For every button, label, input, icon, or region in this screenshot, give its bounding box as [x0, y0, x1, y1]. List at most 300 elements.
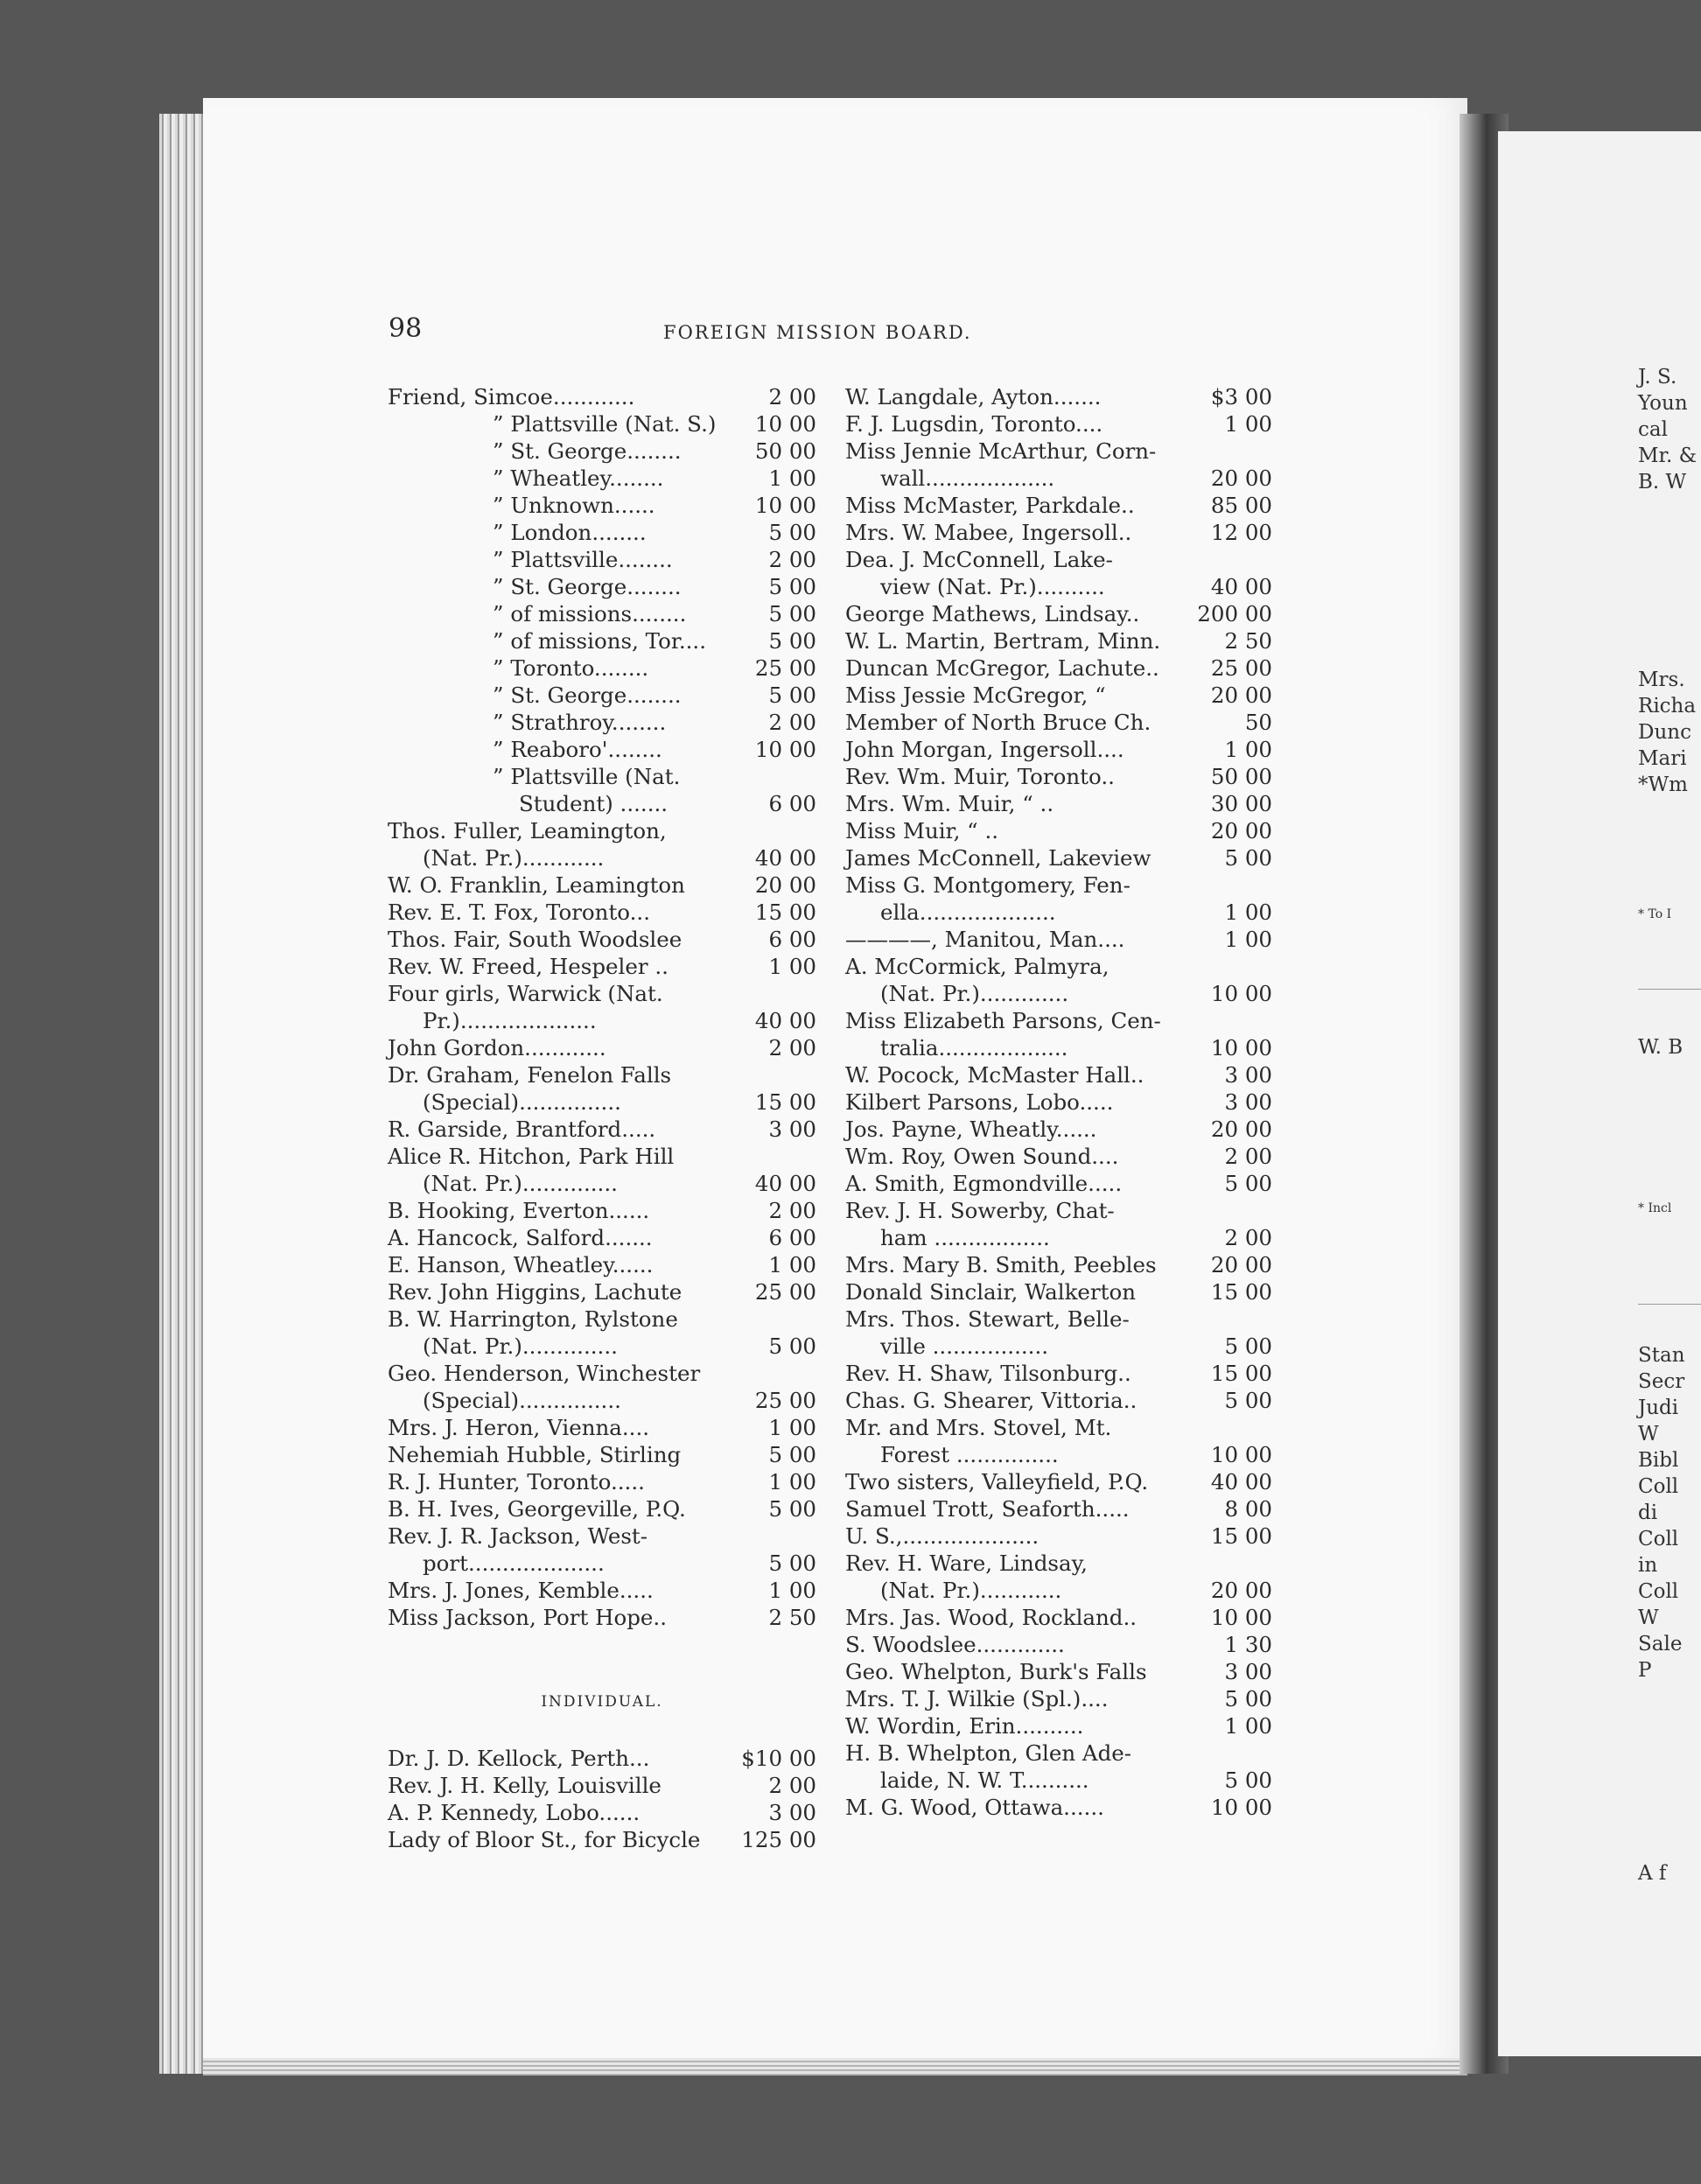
facing-page-fragment: * To I — [1638, 907, 1672, 921]
entry-amount: 10 00 — [754, 493, 816, 518]
ledger-entry — [388, 1745, 816, 1772]
ledger-entry — [845, 709, 1272, 736]
entry-name-line: Rev. J. H. Kelly, Louisville — [388, 1773, 662, 1798]
entry-name-line: George Mathews, Lindsay.. — [845, 601, 1140, 626]
ledger-entry — [845, 654, 1272, 682]
entry-amount: 20 00 — [1210, 466, 1272, 491]
entry-name-line: Mrs. Jas. Wood, Rockland.. — [845, 1605, 1138, 1630]
entry-amount: 2 00 — [768, 1035, 816, 1060]
entry-name-line: Dr. J. D. Kellock, Perth... — [388, 1746, 650, 1771]
ledger-entry — [845, 1116, 1272, 1143]
entry-name-line: Geo. Whelpton, Burk's Falls — [845, 1659, 1147, 1684]
ledger-entry — [845, 438, 1272, 492]
ledger-entry — [388, 627, 816, 654]
ledger-entry — [388, 1143, 816, 1197]
entry-name-line: W. L. Martin, Bertram, Minn. — [845, 628, 1161, 654]
entry-name-line: Mrs. T. J. Wilkie (Spl.).... — [845, 1686, 1109, 1712]
entry-amount: 5 00 — [768, 1334, 816, 1359]
ledger-entry — [388, 546, 816, 573]
entry-name-line: Rev. J. H. Sowerby, Chat- — [845, 1198, 1115, 1223]
ledger-entry — [388, 736, 816, 763]
page-number: 98 — [388, 313, 423, 344]
entry-name-line: ” Reaboro'........ — [493, 737, 662, 762]
entry-name-line: ” Wheatley........ — [493, 466, 664, 491]
entry-name-line: Friend, Simcoe............ — [388, 384, 635, 410]
entry-amount: 5 00 — [1224, 1334, 1272, 1359]
entry-name-line: Nehemiah Hubble, Stirling — [388, 1442, 682, 1467]
entry-amount: 2 00 — [768, 1198, 816, 1223]
ledger-entry — [388, 709, 816, 736]
entry-name-line: W. Pocock, McMaster Hall.. — [845, 1062, 1144, 1088]
entry-name-line: Miss Jessie McGregor, “ — [845, 682, 1106, 708]
ledger-entry — [388, 1034, 816, 1061]
entry-amount: 1 00 — [1224, 927, 1272, 952]
entry-amount: 40 00 — [754, 845, 816, 871]
entry-amount: 5 00 — [768, 682, 816, 708]
entry-name-line: R. J. Hunter, Toronto..... — [388, 1469, 645, 1494]
entry-name-line: ————, Manitou, Man.... — [845, 927, 1125, 952]
entry-amount: 5 00 — [768, 1550, 816, 1576]
entry-name-line: port.................... — [423, 1550, 605, 1576]
entry-amount: 10 00 — [1210, 1795, 1272, 1820]
ledger-entry — [845, 546, 1272, 600]
ledger-entry — [388, 980, 816, 1034]
entry-name-line: A. McCormick, Palmyra, — [845, 954, 1110, 979]
entry-amount: 15 00 — [754, 1089, 816, 1115]
entry-name-line: Rev. John Higgins, Lachute — [388, 1279, 682, 1305]
ledger-entry — [388, 1278, 816, 1306]
running-head: FOREIGN MISSION BOARD. — [663, 322, 972, 343]
entry-name-line: Rev. E. T. Fox, Toronto... — [388, 900, 650, 925]
entry-name-line: Mrs. Thos. Stewart, Belle- — [845, 1306, 1130, 1332]
ledger-entry — [845, 1278, 1272, 1306]
ledger-entry — [388, 763, 816, 817]
entry-amount: 20 00 — [1210, 1252, 1272, 1278]
entry-amount: 15 00 — [1210, 1523, 1272, 1549]
entry-name-line: Miss Jennie McArthur, Corn- — [845, 438, 1157, 464]
entry-name-line: Miss G. Montgomery, Fen- — [845, 872, 1130, 898]
entry-amount: 2 00 — [768, 547, 816, 572]
entry-amount: 2 00 — [1224, 1225, 1272, 1250]
entry-name-line: ” of missions, Tor.... — [493, 628, 707, 654]
ledger-entry — [388, 492, 816, 519]
entry-name-line: Wm. Roy, Owen Sound.... — [845, 1144, 1119, 1169]
entry-name-line: Mrs. Wm. Muir, “ .. — [845, 791, 1054, 816]
entry-name-line: ville ................. — [880, 1334, 1049, 1359]
entry-name-line: U. S.,.................... — [845, 1523, 1040, 1549]
entry-amount: 40 00 — [754, 1008, 816, 1033]
ledger-entry — [388, 1826, 816, 1853]
entry-amount: 5 00 — [1224, 1388, 1272, 1413]
facing-page-rule — [1638, 989, 1701, 990]
entry-amount: 1 30 — [1224, 1632, 1272, 1657]
entry-name-line: ” Strathroy........ — [493, 710, 667, 735]
ledger-entry — [845, 1007, 1272, 1061]
entry-name-line: (Nat. Pr.).............. — [423, 1334, 618, 1359]
entry-name-line: Donald Sinclair, Walkerton — [845, 1279, 1137, 1305]
column-right — [845, 383, 1272, 1821]
ledger-entry — [845, 1712, 1272, 1740]
ledger-entry — [845, 1658, 1272, 1685]
ledger-entry — [845, 1251, 1272, 1278]
ledger-entry — [388, 1224, 816, 1251]
entry-name-line: Member of North Bruce Ch. — [845, 710, 1152, 735]
ledger-entry — [845, 736, 1272, 763]
ledger-entry — [845, 1360, 1272, 1387]
entry-name-line: Student) ....... — [519, 791, 668, 816]
section-heading: INDIVIDUAL. — [541, 1693, 663, 1711]
entry-name-line: Jos. Payne, Wheatly...... — [845, 1116, 1097, 1142]
entry-name-line: W. O. Franklin, Leamington — [388, 872, 685, 898]
ledger-entry — [388, 926, 816, 953]
entry-name-line: S. Woodslee............. — [845, 1632, 1065, 1657]
entry-name-line: Rev. Wm. Muir, Toronto.. — [845, 764, 1115, 789]
entry-name-line: Alice R. Hitchon, Park Hill — [388, 1144, 675, 1169]
entry-name-line: Thos. Fuller, Leamington, — [388, 818, 667, 844]
facing-page-fragment: A f — [1638, 1862, 1667, 1885]
entry-name-line: James McConnell, Lakeview — [845, 845, 1152, 871]
entry-amount: 1 00 — [768, 466, 816, 491]
entry-amount: 5 00 — [768, 574, 816, 599]
entry-amount: 200 00 — [1197, 601, 1272, 626]
entry-amount: 1 00 — [768, 1578, 816, 1603]
entry-name-line: Rev. H. Ware, Lindsay, — [845, 1550, 1088, 1576]
entry-amount: 1 00 — [768, 1252, 816, 1278]
ledger-entry — [845, 872, 1272, 926]
facing-page-fragment: P — [1638, 1659, 1652, 1682]
entry-name-line: ” Plattsville........ — [493, 547, 673, 572]
facing-page-fragment: Dunc — [1638, 721, 1691, 744]
entry-name-line: Mrs. W. Mabee, Ingersoll.. — [845, 520, 1132, 545]
facing-page — [1498, 131, 1701, 2056]
ledger-entry — [388, 1360, 816, 1414]
facing-page-fragment: Secr — [1638, 1370, 1685, 1393]
entry-amount: 5 00 — [768, 520, 816, 545]
entry-name-line: ella.................... — [880, 900, 1056, 925]
ledger-entry — [388, 1604, 816, 1631]
entry-amount: 50 00 — [754, 438, 816, 464]
ledger-entry — [845, 1306, 1272, 1360]
entry-name-line: Chas. G. Shearer, Vittoria.. — [845, 1388, 1138, 1413]
entry-amount: 6 00 — [768, 1225, 816, 1250]
column-left — [388, 383, 816, 1853]
entry-name-line: F. J. Lugsdin, Toronto.... — [845, 411, 1103, 437]
entry-name-line: ham ................. — [880, 1225, 1050, 1250]
ledger-entry — [845, 844, 1272, 872]
entry-amount: 25 00 — [754, 1279, 816, 1305]
ledger-entry — [845, 1088, 1272, 1116]
entry-amount: 20 00 — [1210, 1116, 1272, 1142]
entry-amount: 25 00 — [754, 1388, 816, 1413]
ledger-entry — [845, 763, 1272, 790]
entry-name-line: Rev. W. Freed, Hespeler .. — [388, 954, 668, 979]
ledger-entry — [845, 410, 1272, 438]
entry-amount: 6 00 — [768, 791, 816, 816]
entry-amount: 2 00 — [768, 1773, 816, 1798]
ledger-entry — [845, 1387, 1272, 1414]
entry-amount: 3 00 — [1224, 1062, 1272, 1088]
entry-amount: 20 00 — [1210, 682, 1272, 708]
facing-page-fragment: Bibl — [1638, 1449, 1679, 1472]
ledger-entry — [845, 1414, 1272, 1468]
entry-amount: 20 00 — [1210, 818, 1272, 844]
entry-name-line: Mrs. J. Heron, Vienna.... — [388, 1415, 650, 1440]
entry-name-line: Rev. H. Shaw, Tilsonburg.. — [845, 1361, 1131, 1386]
entry-name-line: Mrs. Mary B. Smith, Peebles — [845, 1252, 1157, 1278]
entry-amount: 10 00 — [754, 737, 816, 762]
ledger-entry — [388, 872, 816, 899]
facing-page-fragment: cal — [1638, 418, 1668, 441]
entry-amount: 5 00 — [768, 628, 816, 654]
entry-amount: 2 00 — [768, 710, 816, 735]
ledger-entry — [845, 1794, 1272, 1821]
entry-amount: 5 00 — [768, 1442, 816, 1467]
ledger-entry — [845, 1197, 1272, 1251]
entry-amount: 1 00 — [1224, 737, 1272, 762]
entry-amount: 40 00 — [754, 1171, 816, 1196]
ledger-entry — [845, 1631, 1272, 1658]
entry-amount: 20 00 — [1210, 1578, 1272, 1603]
page-bottom-edges — [203, 2058, 1467, 2076]
entry-name-line: H. B. Whelpton, Glen Ade- — [845, 1740, 1132, 1766]
facing-page-fragment: B. W — [1638, 471, 1687, 494]
ledger-entry — [388, 1251, 816, 1278]
ledger-entry — [845, 519, 1272, 546]
facing-page-fragment: Coll — [1638, 1475, 1679, 1498]
entry-amount: 6 00 — [768, 927, 816, 952]
entry-name-line: Kilbert Parsons, Lobo..... — [845, 1089, 1114, 1115]
entry-name-line: (Nat. Pr.).............. — [423, 1171, 618, 1196]
entry-amount: 30 00 — [1210, 791, 1272, 816]
facing-page-fragment: W. B — [1638, 1036, 1684, 1059]
entry-name-line: Two sisters, Valleyfield, P.Q. — [845, 1469, 1149, 1494]
entry-amount: 5 00 — [1224, 1171, 1272, 1196]
entry-name-line: laide, N. W. T.......... — [880, 1768, 1089, 1793]
entry-amount: 3 00 — [768, 1116, 816, 1142]
ledger-entry — [388, 600, 816, 627]
entry-amount: 1 00 — [1224, 900, 1272, 925]
entry-name-line: Dr. Graham, Fenelon Falls — [388, 1062, 672, 1088]
entry-name-line: ” of missions........ — [493, 601, 687, 626]
entry-name-line: W. Langdale, Ayton....... — [845, 384, 1102, 410]
facing-page-fragment: Youn — [1638, 392, 1688, 415]
ledger-entry — [388, 1061, 816, 1116]
entry-amount: $3 00 — [1210, 384, 1272, 410]
facing-page-fragment: *Wm — [1638, 774, 1688, 796]
entry-amount: 2 50 — [768, 1605, 816, 1630]
ledger-entry — [845, 1170, 1272, 1197]
ledger-entry — [845, 1740, 1272, 1794]
entry-name-line: Miss Muir, “ .. — [845, 818, 999, 844]
ledger-entry — [388, 383, 816, 410]
entry-name-line: B. W. Harrington, Rylstone — [388, 1306, 678, 1332]
facing-page-fragment: Coll — [1638, 1528, 1679, 1550]
ledger-entry — [388, 953, 816, 980]
ledger-entry — [845, 1604, 1272, 1631]
entry-name-line: W. Wordin, Erin.......... — [845, 1713, 1084, 1739]
facing-page-fragment: di — [1638, 1502, 1658, 1524]
entry-name-line: Mr. and Mrs. Stovel, Mt. — [845, 1415, 1112, 1440]
entry-amount: 1 00 — [768, 1469, 816, 1494]
facing-page-fragment: Judi — [1638, 1396, 1679, 1419]
ledger-entry — [845, 492, 1272, 519]
facing-page-fragment: Richa — [1638, 695, 1697, 718]
ledger-entry — [845, 682, 1272, 709]
section-spacer — [388, 1631, 816, 1680]
ledger-entry — [845, 926, 1272, 953]
ledger-entry — [388, 410, 816, 438]
entry-name-line: Duncan McGregor, Lachute.. — [845, 655, 1159, 681]
entry-name-line: (Nat. Pr.)............ — [880, 1578, 1062, 1603]
entry-name-line: ” St. George........ — [493, 574, 682, 599]
entry-name-line: ” St. George........ — [493, 438, 682, 464]
entry-amount: 5 00 — [1224, 845, 1272, 871]
entry-name-line: tralia................... — [880, 1035, 1068, 1060]
entry-amount: 3 00 — [1224, 1089, 1272, 1115]
ledger-entry — [388, 1441, 816, 1468]
ledger-entry — [845, 1061, 1272, 1088]
entry-amount: 10 00 — [1210, 1035, 1272, 1060]
ledger-entry — [388, 1522, 816, 1577]
ledger-entry — [845, 1550, 1272, 1604]
ledger-entry — [845, 953, 1272, 1007]
entry-name-line: Miss Jackson, Port Hope.. — [388, 1605, 667, 1630]
entry-name-line: ” St. George........ — [493, 682, 682, 708]
entry-amount: 5 00 — [1224, 1768, 1272, 1793]
entry-name-line: ” Unknown...... — [493, 493, 655, 518]
entry-amount: 85 00 — [1210, 493, 1272, 518]
entry-amount: 10 00 — [754, 411, 816, 437]
facing-page-fragment: Mari — [1638, 747, 1687, 770]
ledger-entry — [845, 627, 1272, 654]
ledger-entry — [388, 654, 816, 682]
entry-name-line: view (Nat. Pr.).......... — [880, 574, 1105, 599]
ledger-entry — [388, 438, 816, 465]
facing-page-fragment: Mr. & — [1638, 444, 1698, 467]
facing-page-rule — [1638, 1304, 1701, 1305]
entry-amount: 12 00 — [1210, 520, 1272, 545]
entry-amount: 25 00 — [1210, 655, 1272, 681]
entry-amount: 20 00 — [754, 872, 816, 898]
entry-amount: 1 00 — [1224, 411, 1272, 437]
entry-amount: 15 00 — [754, 900, 816, 925]
entry-amount: 5 00 — [768, 601, 816, 626]
entry-name-line: Dea. J. McConnell, Lake- — [845, 547, 1113, 572]
entry-amount: 8 00 — [1224, 1496, 1272, 1522]
entry-amount: 125 00 — [741, 1827, 816, 1852]
entry-name-line: Samuel Trott, Seaforth..... — [845, 1496, 1130, 1522]
entry-name-line: ” Plattsville (Nat. — [493, 764, 681, 789]
entry-name-line: A. Smith, Egmondville..... — [845, 1171, 1123, 1196]
entry-name-line: A. P. Kennedy, Lobo...... — [388, 1800, 640, 1825]
ledger-entry — [845, 1143, 1272, 1170]
ledger-entry — [845, 1468, 1272, 1495]
entry-name-line: Lady of Bloor St., for Bicycle — [388, 1827, 701, 1852]
ledger-entry — [845, 1522, 1272, 1550]
entry-amount: 15 00 — [1210, 1361, 1272, 1386]
ledger-entry — [388, 1414, 816, 1441]
entry-amount: 1 00 — [1224, 1713, 1272, 1739]
ledger-entry — [845, 1685, 1272, 1712]
facing-page-fragment: Sale — [1638, 1633, 1683, 1656]
ledger-entry — [388, 465, 816, 492]
entry-name-line: Miss McMaster, Parkdale.. — [845, 493, 1135, 518]
entry-amount: 25 00 — [754, 655, 816, 681]
entry-name-line: R. Garside, Brantford..... — [388, 1116, 656, 1142]
entry-name-line: A. Hancock, Salford....... — [388, 1225, 653, 1250]
entry-amount: 3 00 — [768, 1800, 816, 1825]
entry-amount: 1 00 — [768, 1415, 816, 1440]
ledger-entry — [845, 600, 1272, 627]
entry-amount: 2 00 — [1224, 1144, 1272, 1169]
entry-name-line: B. Hooking, Everton...... — [388, 1198, 650, 1223]
entry-name-line: B. H. Ives, Georgeville, P.Q. — [388, 1496, 686, 1522]
entry-name-line: M. G. Wood, Ottawa...... — [845, 1795, 1104, 1820]
ledger-entry — [388, 1116, 816, 1143]
ledger-entry — [388, 1495, 816, 1522]
entry-name-line: ” Toronto........ — [493, 655, 649, 681]
ledger-entry — [845, 817, 1272, 844]
ledger-entry — [388, 1468, 816, 1495]
ledger-entry — [388, 1197, 816, 1224]
entry-amount: 10 00 — [1210, 981, 1272, 1006]
entry-amount: 50 — [1244, 710, 1272, 735]
entry-name-line: Thos. Fair, South Woodslee — [388, 927, 682, 952]
entry-name-line: (Nat. Pr.)............ — [423, 845, 605, 871]
entry-amount: 2 50 — [1224, 628, 1272, 654]
ledger-entry — [388, 1772, 816, 1799]
entry-name-line: Miss Elizabeth Parsons, Cen- — [845, 1008, 1161, 1033]
ledger-entry — [388, 1799, 816, 1826]
entry-name-line: wall................... — [880, 466, 1055, 491]
facing-page-fragment: in — [1638, 1554, 1658, 1577]
entry-amount: 1 00 — [768, 954, 816, 979]
entry-amount: 10 00 — [1210, 1605, 1272, 1630]
ledger-entry — [845, 790, 1272, 817]
facing-page-fragment: * Incl — [1638, 1201, 1672, 1215]
entry-name-line: Pr.).................... — [423, 1008, 597, 1033]
entry-name-line: Rev. J. R. Jackson, West- — [388, 1523, 648, 1549]
entry-amount: 5 00 — [1224, 1686, 1272, 1712]
entry-name-line: ” Plattsville (Nat. S.) — [493, 411, 717, 437]
entry-amount: 3 00 — [1224, 1659, 1272, 1684]
ledger-entry — [388, 1306, 816, 1360]
entry-amount: $10 00 — [741, 1746, 816, 1771]
facing-page-fragment: Stan — [1638, 1344, 1685, 1367]
entry-name-line: Mrs. J. Jones, Kemble..... — [388, 1578, 654, 1603]
facing-page-fragment: W — [1638, 1423, 1659, 1446]
entry-amount: 40 00 — [1210, 574, 1272, 599]
entry-amount: 5 00 — [768, 1496, 816, 1522]
entry-name-line: ” London........ — [493, 520, 647, 545]
entry-name-line: Geo. Henderson, Winchester — [388, 1361, 701, 1386]
ledger-entry — [388, 817, 816, 872]
entry-name-line: John Gordon............ — [388, 1035, 606, 1060]
facing-page-fragment: Coll — [1638, 1580, 1679, 1603]
entry-name-line: Forest ............... — [880, 1442, 1059, 1467]
entry-amount: 15 00 — [1210, 1279, 1272, 1305]
entry-name-line: (Nat. Pr.)............. — [880, 981, 1069, 1006]
ledger-entry — [388, 1577, 816, 1604]
ledger-entry — [388, 573, 816, 600]
facing-page-fragment: J. S. — [1638, 366, 1677, 388]
entry-name-line: Four girls, Warwick (Nat. — [388, 981, 663, 1006]
ledger-entry — [388, 682, 816, 709]
ledger-entry — [845, 383, 1272, 410]
entry-name-line: E. Hanson, Wheatley...... — [388, 1252, 654, 1278]
ledger-entry — [388, 519, 816, 546]
entry-amount: 40 00 — [1210, 1469, 1272, 1494]
